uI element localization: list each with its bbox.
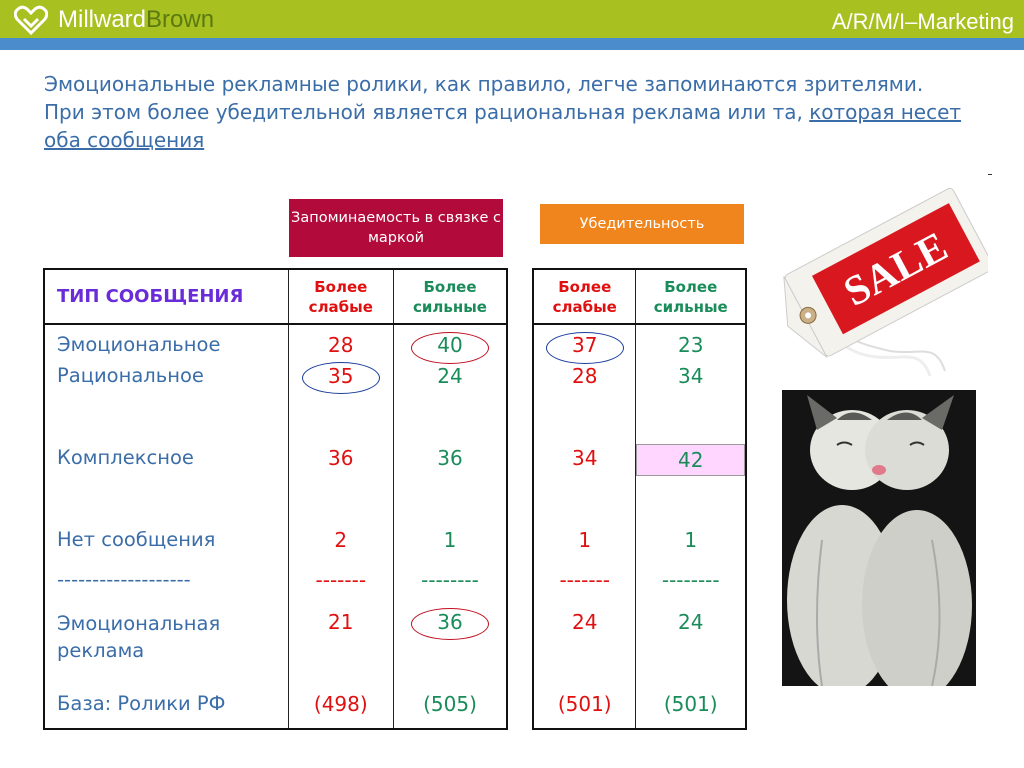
cell-value: 24 [636, 610, 746, 692]
highlighted-cell: 42 [636, 444, 745, 476]
logo-mark-icon [14, 5, 48, 35]
table-row [44, 528, 507, 568]
table-row [44, 446, 507, 528]
cell-value: ------- [559, 568, 610, 592]
cell-value: 21 [288, 610, 393, 692]
table-row [533, 610, 746, 692]
row-label: База: Ролики РФ [57, 692, 226, 715]
table-row [533, 364, 746, 446]
cell-value: -------- [394, 568, 508, 610]
cell-value: 1 [636, 528, 746, 568]
table-row [44, 324, 507, 364]
cell-value: 1 [578, 528, 592, 552]
table-row [533, 446, 746, 528]
cell-value: 36 [394, 446, 508, 528]
headline-underlined: которая несет оба сообщения [44, 100, 962, 152]
row-label: Нет сообщения [57, 528, 216, 551]
cell-value: 36 [288, 446, 393, 528]
table-row [533, 692, 746, 729]
per-strong-header: Более сильные [636, 269, 746, 324]
table-row [44, 692, 507, 729]
cell-value: (501) [636, 692, 746, 729]
logo-text: MillwardBrown [58, 6, 215, 33]
cats-icon [782, 390, 976, 686]
cell-value: 24 [572, 610, 598, 634]
cell-value: 28 [288, 324, 393, 364]
memorability-header: Запоминаемость в связке с маркой [289, 199, 503, 257]
row-label: Эмоциональное [57, 333, 221, 356]
row-label: Рациональное [57, 364, 204, 387]
decor-dot [988, 174, 992, 175]
cell-value: 36 [394, 610, 508, 692]
highlight-circle [411, 608, 489, 640]
table-row [533, 324, 746, 364]
cell-value: 40 [394, 324, 508, 364]
highlight-circle [546, 332, 624, 364]
cell-value: 35 [288, 364, 393, 446]
persuasion-header: Убедительность [540, 204, 744, 244]
headline: Эмоциональные рекламные ролики, как правило, легче запоминаются зрителями. При этом более убедительной является рациональная реклама или та, которая несет оба сообщения [44, 72, 962, 152]
cell-value: 34 [572, 446, 598, 470]
cell-value: 28 [572, 364, 598, 388]
row-label: Комплексное [57, 446, 194, 469]
sale-tag-image [770, 176, 988, 384]
type-header: ТИП СООБЩЕНИЯ [44, 269, 288, 324]
memorability-table [43, 268, 508, 730]
per-weak-header: Более слабые [533, 269, 636, 324]
cell-value: 1 [394, 528, 508, 568]
mem-weak-header: Более слабые [288, 269, 393, 324]
cell-value: (498) [288, 692, 393, 729]
table-row [44, 610, 507, 692]
table-row [533, 568, 746, 610]
cell-value: 24 [394, 364, 508, 446]
blue-stripe [0, 38, 1024, 50]
armi-brand: A/R/M/I–Marketing [831, 9, 1014, 34]
row-label: ------------------- [57, 568, 191, 591]
cell-value: ------- [288, 568, 393, 610]
millward-brown-logo [14, 5, 214, 35]
persuasion-table [532, 268, 747, 730]
cell-value: 34 [636, 364, 746, 446]
cell-value: -------- [636, 568, 746, 610]
highlight-circle [302, 362, 380, 394]
row-label: Эмоциональная реклама [57, 612, 221, 662]
table-row [44, 364, 507, 446]
cell-value [636, 446, 746, 528]
cats-photo [782, 390, 976, 686]
cell-value: (501) [557, 692, 612, 716]
table-row [533, 528, 746, 568]
cell-value: 23 [636, 324, 746, 364]
cell-value: 2 [288, 528, 393, 568]
mem-strong-header: Более сильные [394, 269, 508, 324]
sale-text: SALE [836, 223, 956, 316]
table-row [44, 568, 507, 610]
highlight-circle [411, 332, 489, 364]
cell-value: 37 [533, 324, 636, 364]
cell-value: (505) [394, 692, 508, 729]
